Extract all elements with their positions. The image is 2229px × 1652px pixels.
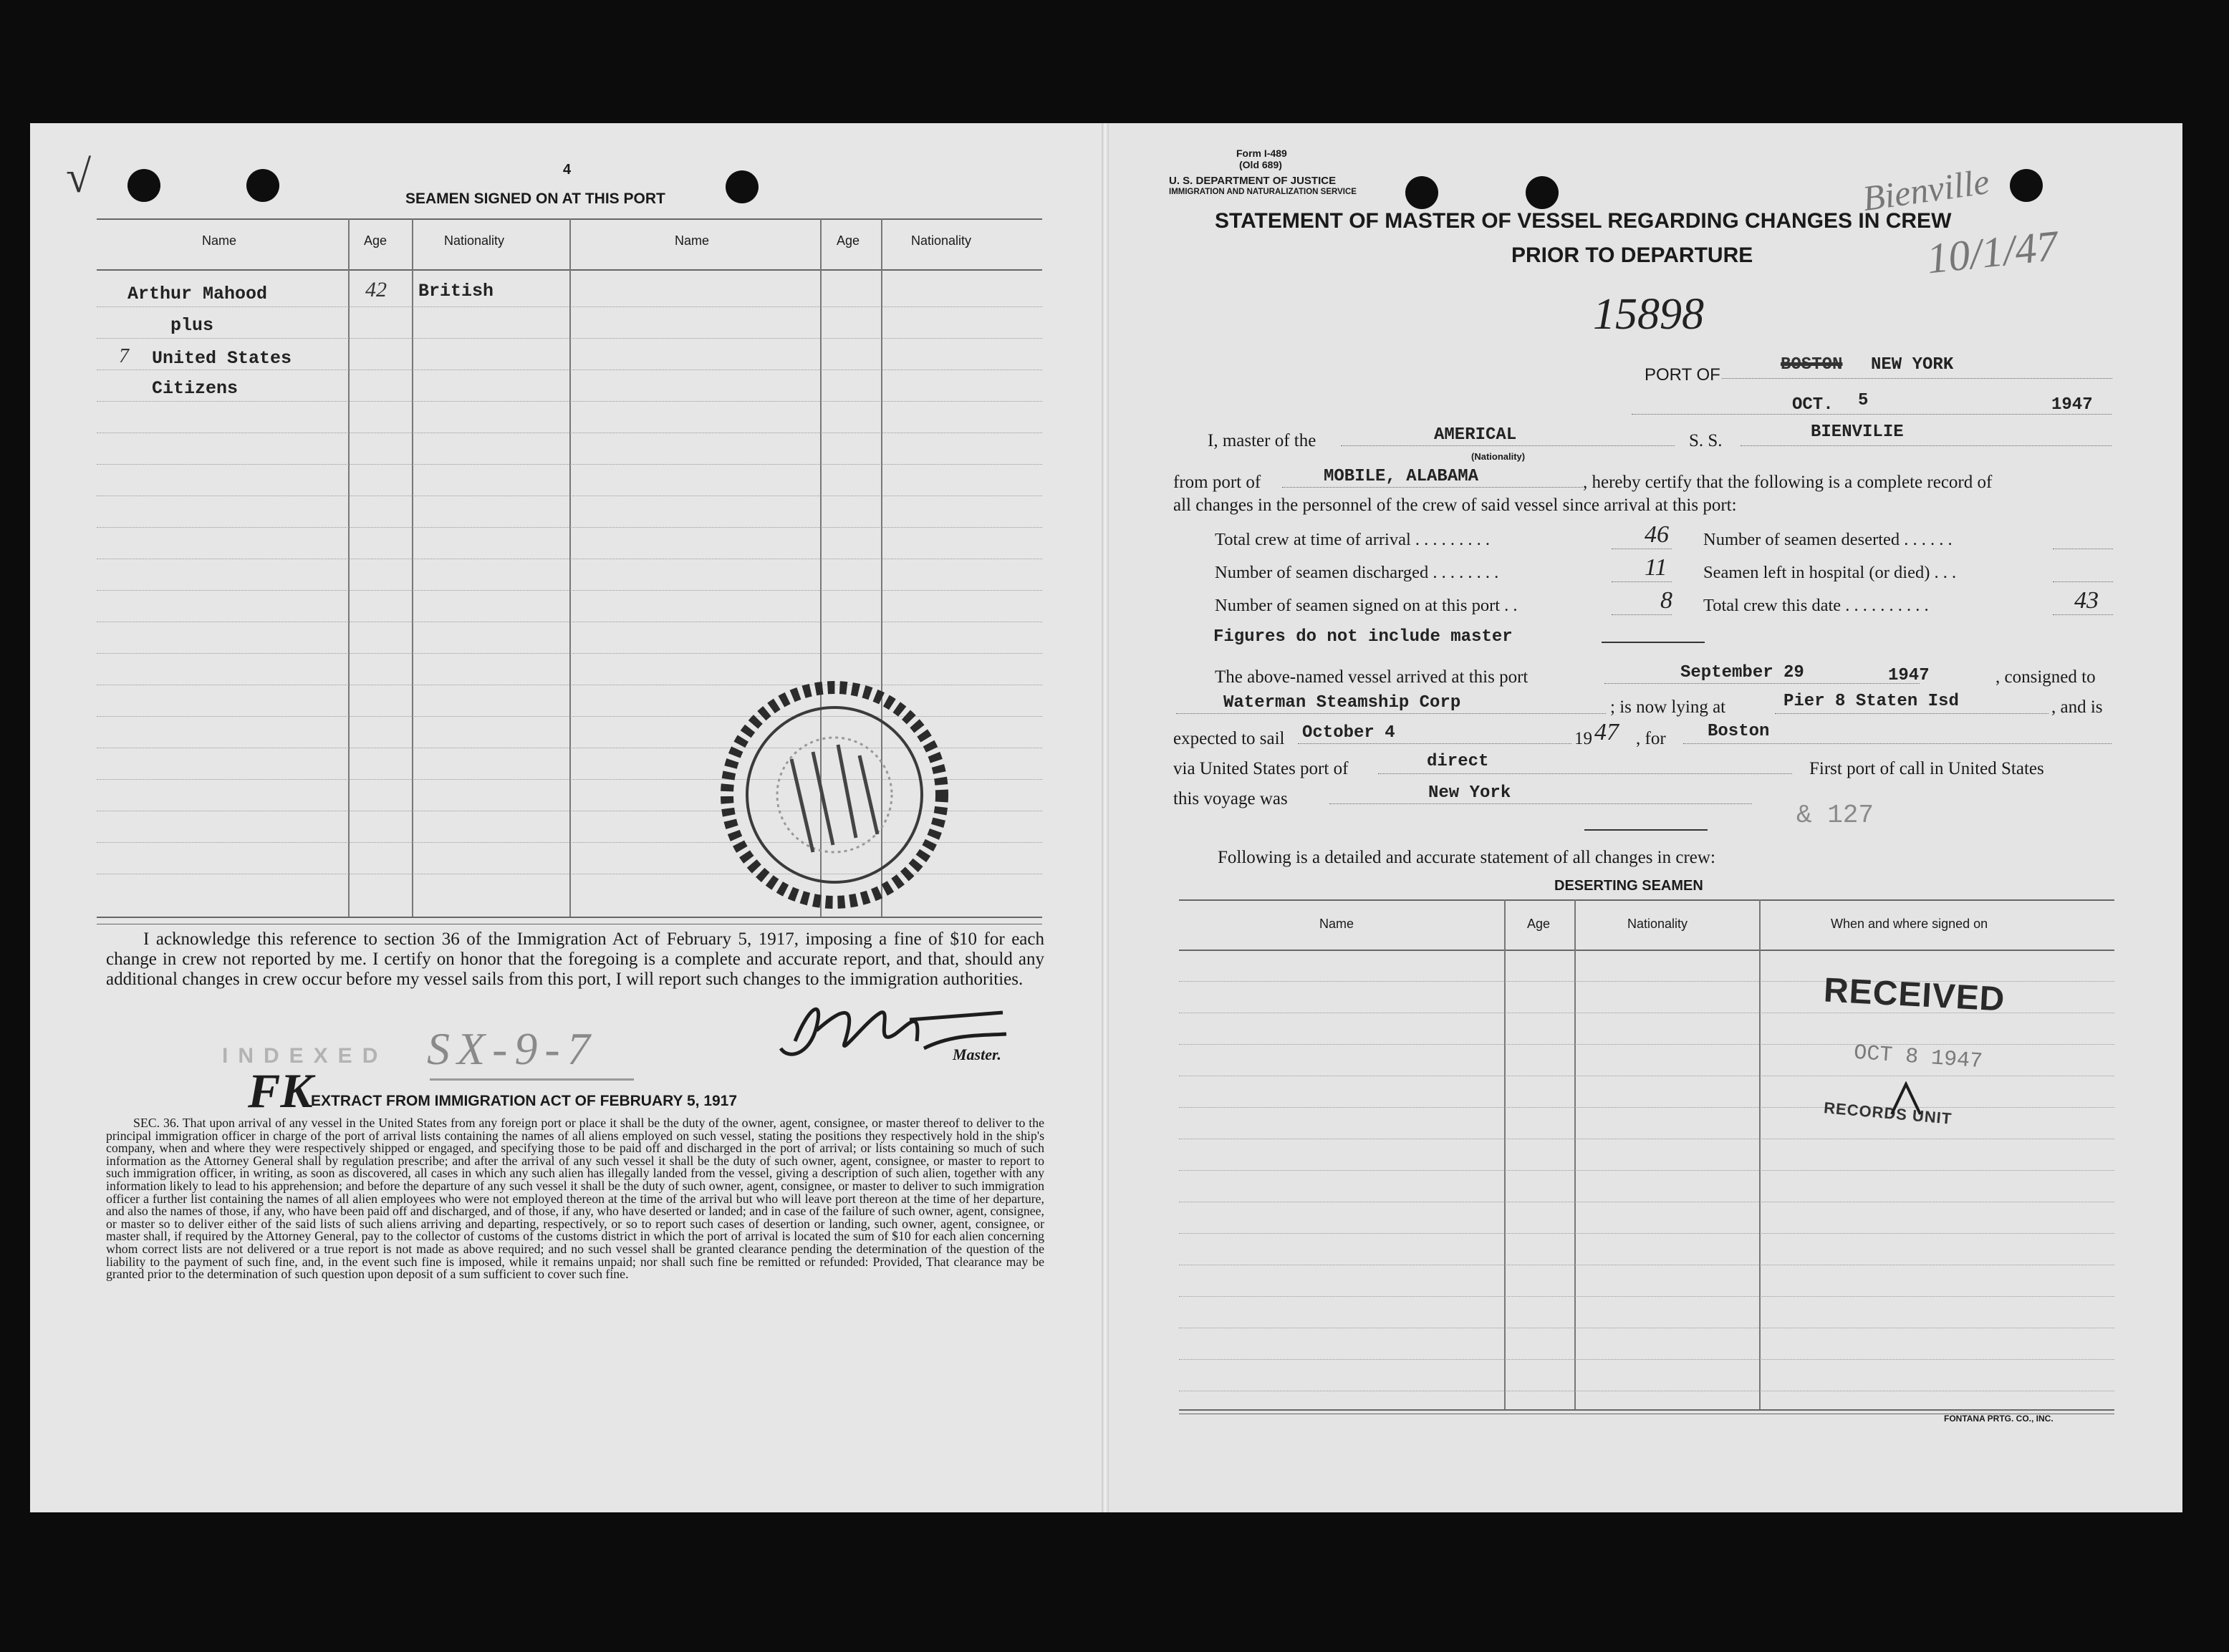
handwritten-date: 10/1/47 bbox=[1925, 221, 2061, 283]
col-header-name: Name bbox=[1319, 917, 1354, 931]
left-title: SEAMEN SIGNED ON AT THIS PORT bbox=[405, 190, 665, 207]
master-of-label: I, master of the bbox=[1208, 431, 1316, 450]
row-rule bbox=[97, 464, 1042, 465]
row-rule bbox=[97, 369, 1042, 370]
expected-field bbox=[1298, 743, 1571, 744]
nationality-value: AMERICAL bbox=[1434, 425, 1517, 445]
expected-date: October 4 bbox=[1302, 723, 1395, 743]
discharged-label: Number of seamen discharged . . . . . . . . bbox=[1215, 563, 1499, 582]
ss-label: S. S. bbox=[1689, 431, 1723, 450]
deserting-title: DESERTING SEAMEN bbox=[1554, 878, 1703, 894]
port-value: NEW YORK bbox=[1871, 355, 1954, 375]
form-subtitle: PRIOR TO DEPARTURE bbox=[1511, 243, 1753, 267]
ss-field bbox=[1741, 445, 2112, 446]
lying-label: ; is now lying at bbox=[1610, 697, 1726, 717]
punch-hole bbox=[726, 170, 759, 203]
misc-number: & 127 bbox=[1796, 801, 1874, 830]
initials: FK bbox=[248, 1063, 313, 1118]
table-divider bbox=[569, 218, 571, 917]
signed-on-label: Number of seamen signed on at this port . . bbox=[1215, 596, 1518, 615]
from-port-value: MOBILE, ALABAMA bbox=[1324, 467, 1479, 486]
extract-title: EXTRACT FROM IMMIGRATION ACT OF FEBRUARY 5, 1917 bbox=[311, 1093, 738, 1109]
row-rule bbox=[97, 338, 1042, 339]
indexed-stamp: INDEXED bbox=[222, 1044, 388, 1068]
master-label: Master. bbox=[953, 1045, 1001, 1063]
total-date-value: 43 bbox=[2074, 587, 2099, 614]
port-struck: BOSTON bbox=[1781, 355, 1843, 375]
this-voyage-label: this voyage was bbox=[1173, 789, 1288, 808]
punch-hole bbox=[2010, 169, 2043, 202]
handwritten-code: SX-9-7 bbox=[427, 1023, 597, 1074]
col-header-nationality: Nationality bbox=[1627, 917, 1688, 931]
expected-label: expected to sail bbox=[1173, 729, 1285, 748]
col-header-age: Age bbox=[1527, 917, 1551, 931]
check-mark: √ bbox=[66, 151, 92, 202]
row-rule bbox=[97, 653, 1042, 654]
table-top-rule bbox=[1179, 899, 2114, 901]
col-header-age: Age bbox=[837, 233, 860, 248]
date-field bbox=[1632, 414, 2112, 415]
col-header-nationality: Nationality bbox=[911, 233, 972, 248]
via-field bbox=[1378, 773, 1792, 774]
form-title: STATEMENT OF MASTER OF VESSEL REGARDING CHANGES IN CREW bbox=[1215, 209, 1952, 233]
lying-field bbox=[1775, 713, 2049, 714]
first-port-label: First port of call in United States bbox=[1809, 759, 2044, 778]
nationality-field bbox=[1341, 445, 1675, 446]
received-date: OCT 8 1947 bbox=[1853, 1040, 1983, 1075]
figures-note: Figures do not include master bbox=[1213, 627, 1513, 647]
section-36-text: SEC. 36. That upon arrival of any vessel in the United States from any foreign port or place it shall be the duty of the owner, agent, consignee, or master thereof to deliver to the principal immigration officer in charge of the port of arrival lists containing the names of all aliens employed on such vessel, stating the positions they respectively hold in the ship's company, when and where they were respectively shipped or engaged, and specifying those to be paid off and discharged in the port of arrival; or lists containing so much of such information as the Attorney General shall by regulation prescribe; and after the arrival of any such vessel it shall be the duty of such owner, agent, consignee, or master to report to such immigration officer, in writing, as soon as discovered, all cases in which any such alien has illegally landed from the vessel, giving a description of such alien, together with any information likely to lead to his apprehension; and before the departure of any such vessel it shall be the duty of such owner, agent, consignee, or master to deliver to such immigration officer a further list containing the names of all alien employees who were not employed thereon at the time of the arrival but who will leave port thereon at the time of her departure, and also the names of those, if any, who have been paid off and discharged, and of those, if any, who have deserted or landed; and in case of the failure of such owner, agent, consignee, or master so to deliver either of the said lists of such aliens arriving and departing, respectively, or so to report such cases of desertion or landing, such owner, agent, consignee, or master shall, if required by the Attorney General, pay to the collector of customs of the customs district in which the port of arrival is located the sum of $10 for each alien concerning whom correct lists are not delivered or a true report is not made as above required; and no such vessel shall be granted clearance pending the determination of the question of the liability to the payment of such fine, and, in the event such fine is imposed, while it remains unpaid; nor shall such fine be remitted or refunded: Provided, That clearance may be granted prior to the determination of such question upon deposit of a sum sufficient to cover such fine. bbox=[106, 1116, 1044, 1282]
caret-mark bbox=[1888, 1081, 1924, 1117]
col-header-age: Age bbox=[364, 233, 387, 248]
rule bbox=[1602, 642, 1705, 643]
deserted-label: Number of seamen deserted . . . . . . bbox=[1703, 530, 1953, 549]
department: U. S. DEPARTMENT OF JUSTICE bbox=[1169, 175, 1337, 187]
table-divider bbox=[348, 218, 350, 917]
entry-age: 42 bbox=[365, 278, 387, 301]
page-fold bbox=[1102, 123, 1109, 1512]
table-header-rule bbox=[1179, 950, 2114, 951]
col-header-name: Name bbox=[675, 233, 710, 248]
row-rule bbox=[1179, 1107, 2114, 1108]
from-port-field bbox=[1282, 487, 1583, 488]
date-year: 1947 bbox=[2051, 395, 2093, 415]
port-field bbox=[1722, 378, 2112, 379]
total-date-label: Total crew this date . . . . . . . . . . bbox=[1703, 596, 1929, 615]
nationality-label: (Nationality) bbox=[1471, 451, 1526, 462]
row-rule bbox=[1179, 1296, 2114, 1297]
rule bbox=[1584, 829, 1708, 831]
page-number: 4 bbox=[563, 162, 572, 178]
for-label: , for bbox=[1636, 729, 1666, 748]
row-rule bbox=[1179, 1359, 2114, 1360]
row-rule bbox=[1179, 1170, 2114, 1171]
entry-name: Arthur Mahood bbox=[127, 284, 268, 304]
first-port-value: New York bbox=[1428, 783, 1511, 803]
stat-field bbox=[2053, 614, 2113, 615]
col-header-name: Name bbox=[202, 233, 237, 248]
punch-hole bbox=[246, 169, 279, 202]
row-rule bbox=[1179, 1233, 2114, 1234]
and-is-label: , and is bbox=[2051, 697, 2103, 717]
handwritten-vessel: Bienville bbox=[1859, 160, 1992, 219]
row-rule bbox=[97, 401, 1042, 402]
signed-on-value: 8 bbox=[1660, 587, 1672, 614]
printer-credit: FONTANA PRTG. CO., INC. bbox=[1944, 1414, 2054, 1424]
row-rule bbox=[97, 527, 1042, 528]
postmark-stamp bbox=[713, 673, 956, 917]
entry-name: Citizens bbox=[152, 378, 239, 399]
acknowledgement-text: I acknowledge this reference to section 36 of the Immigration Act of February 5, 1917, imposing a fine of $10 for each change in crew not reported by me. I certify on honor that the foregoing is a complete and accurate report, and that, should any additional changes in crew occur before my vessel sails from this port, I will report such changes to the immigration authorities. bbox=[106, 929, 1044, 989]
received-stamp: RECEIVED bbox=[1822, 971, 2006, 1019]
arrived-field bbox=[1604, 683, 1920, 684]
stat-field bbox=[1612, 614, 1672, 615]
entry-nationality: British bbox=[418, 281, 494, 301]
table-divider bbox=[1759, 899, 1761, 1409]
arrived-label: The above-named vessel arrived at this port bbox=[1215, 667, 1528, 687]
stat-field bbox=[1612, 581, 1672, 582]
entry-name: United States bbox=[152, 348, 292, 369]
table-bottom-rule bbox=[1179, 1409, 2114, 1411]
arrived-year: 1947 bbox=[1888, 666, 1930, 685]
col-header-signed-on: When and where signed on bbox=[1831, 917, 1988, 931]
destination-field bbox=[1683, 743, 2112, 744]
row-rule bbox=[97, 306, 1042, 307]
col-header-nationality: Nationality bbox=[444, 233, 505, 248]
punch-hole bbox=[127, 169, 160, 202]
records-unit-stamp: RECORDS UNIT bbox=[1823, 1098, 1953, 1128]
expected-year-prefix: 19 bbox=[1574, 729, 1592, 748]
following-text: Following is a detailed and accurate statement of all changes in crew: bbox=[1218, 848, 1715, 867]
destination: Boston bbox=[1708, 722, 1770, 741]
table-divider bbox=[412, 218, 413, 917]
via-label: via United States port of bbox=[1173, 759, 1349, 778]
consignee-field bbox=[1176, 713, 1606, 714]
arrived-date: September 29 bbox=[1680, 663, 1804, 682]
date-month: OCT. bbox=[1792, 395, 1834, 415]
entry-name: plus bbox=[170, 315, 214, 336]
from-port-label: from port of bbox=[1173, 473, 1261, 492]
lying-at: Pier 8 Staten Isd bbox=[1783, 692, 1959, 711]
via-value: direct bbox=[1427, 752, 1489, 771]
form-old: (Old 689) bbox=[1239, 159, 1282, 170]
ss-value: BIENVILIE bbox=[1811, 422, 1904, 442]
consigned-label: , consigned to bbox=[1995, 667, 2096, 687]
first-port-field bbox=[1329, 803, 1752, 804]
punch-hole bbox=[1405, 176, 1438, 209]
date-day: 5 bbox=[1858, 391, 1869, 410]
entry-prefix: 7 bbox=[119, 345, 129, 367]
table-bottom-rule bbox=[97, 917, 1042, 918]
table-divider bbox=[1504, 899, 1506, 1409]
total-crew-arrival-value: 46 bbox=[1645, 521, 1669, 548]
total-crew-arrival-label: Total crew at time of arrival . . . . . . . . . bbox=[1215, 530, 1491, 549]
row-rule bbox=[97, 590, 1042, 591]
code-underline bbox=[430, 1078, 634, 1081]
consignee: Waterman Steamship Corp bbox=[1223, 693, 1461, 713]
punch-hole bbox=[1526, 176, 1559, 209]
stat-field bbox=[2053, 581, 2113, 582]
row-rule bbox=[1179, 1044, 2114, 1045]
certify-text: , hereby certify that the following is a complete record of bbox=[1583, 473, 1993, 492]
certify-text-2: all changes in the personnel of the crew of said vessel since arrival at this port: bbox=[1173, 496, 1737, 515]
port-label: PORT OF bbox=[1645, 365, 1720, 385]
service: IMMIGRATION AND NATURALIZATION SERVICE bbox=[1169, 188, 1357, 196]
form-number: Form I-489 bbox=[1236, 148, 1287, 159]
expected-year: 47 bbox=[1594, 719, 1619, 745]
hospital-label: Seamen left in hospital (or died) . . . bbox=[1703, 563, 1957, 582]
table-divider bbox=[1574, 899, 1576, 1409]
file-number: 15898 bbox=[1593, 290, 1704, 339]
discharged-value: 11 bbox=[1645, 554, 1667, 581]
